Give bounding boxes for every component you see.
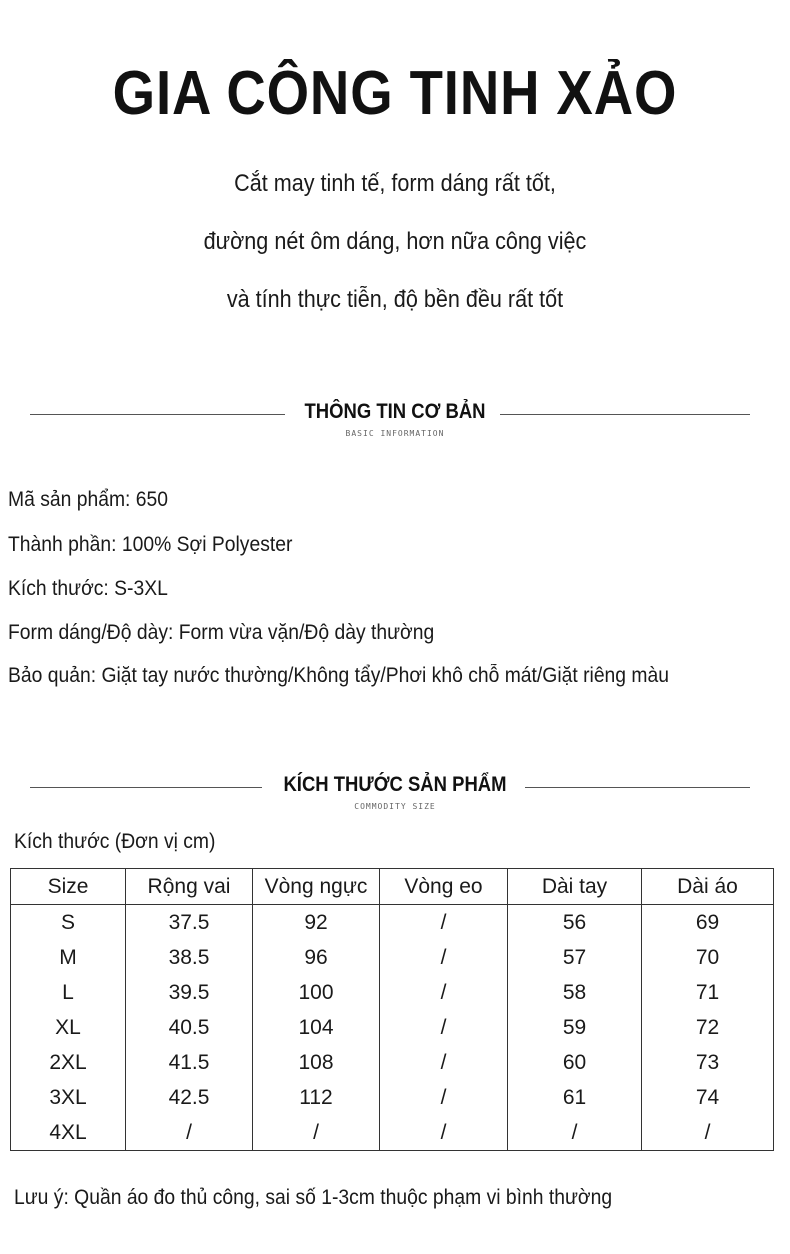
table-cell: L [11, 975, 126, 1010]
table-cell: 70 [642, 940, 774, 975]
table-cell: / [642, 1115, 774, 1151]
info-care: Bảo quản: Giặt tay nước thường/Không tẩy/Phơi khô chỗ mát/Giặt riêng màu [8, 664, 670, 687]
table-cell: 38.5 [126, 940, 253, 975]
table-cell: 60 [508, 1045, 642, 1080]
table-cell: 56 [508, 905, 642, 941]
table-row [11, 905, 774, 941]
table-cell: 4XL [11, 1115, 126, 1151]
table-cell: 39.5 [126, 975, 253, 1010]
table-cell: / [380, 975, 508, 1010]
basic-info-subtitle: BASIC INFORMATION [345, 429, 445, 438]
table-cell: 42.5 [126, 1080, 253, 1115]
hero-text-line-2: đường nét ôm dáng, hơn nữa công việc [203, 228, 587, 255]
table-cell: 73 [642, 1045, 774, 1080]
table-cell: 92 [253, 905, 380, 941]
table-cell: / [508, 1115, 642, 1151]
info-product-code: Mã sản phẩm: 650 [8, 488, 169, 511]
table-cell: 71 [642, 975, 774, 1010]
table-cell: 2XL [11, 1045, 126, 1080]
table-cell: 37.5 [126, 905, 253, 941]
table-cell: M [11, 940, 126, 975]
page-title: GIA CÔNG TINH XẢO [112, 59, 678, 128]
table-row [11, 1115, 774, 1151]
table-cell: / [380, 1080, 508, 1115]
column-header-size: Size [11, 869, 126, 905]
basic-info-title: THÔNG TIN CƠ BẢN [304, 400, 486, 423]
table-cell: 100 [253, 975, 380, 1010]
table-cell: 61 [508, 1080, 642, 1115]
table-header-row [11, 869, 774, 905]
table-cell: S [11, 905, 126, 941]
info-material: Thành phần: 100% Sợi Polyester [8, 533, 293, 556]
size-table-caption: Kích thước (Đơn vị cm) [14, 830, 216, 853]
column-header-waist: Vòng eo [380, 869, 508, 905]
size-title: KÍCH THƯỚC SẢN PHẨM [283, 773, 507, 796]
table-row [11, 1080, 774, 1115]
table-row [11, 1010, 774, 1045]
table-cell: 69 [642, 905, 774, 941]
measurement-note: Lưu ý: Quần áo đo thủ công, sai số 1-3cm thuộc phạm vi bình thường [14, 1186, 613, 1209]
table-cell: 104 [253, 1010, 380, 1045]
size-header [0, 772, 790, 818]
table-cell: 108 [253, 1045, 380, 1080]
table-cell: / [380, 1115, 508, 1151]
table-cell: 40.5 [126, 1010, 253, 1045]
table-row [11, 975, 774, 1010]
table-cell: 96 [253, 940, 380, 975]
table-row [11, 1045, 774, 1080]
column-header-length: Dài áo [642, 869, 774, 905]
table-cell: 72 [642, 1010, 774, 1045]
table-cell: 57 [508, 940, 642, 975]
table-cell: 59 [508, 1010, 642, 1045]
table-cell: / [380, 1010, 508, 1045]
size-table [10, 868, 774, 1151]
info-fit-thickness: Form dáng/Độ dày: Form vừa vặn/Độ dày thường [8, 621, 435, 644]
column-header-shoulder: Rộng vai [126, 869, 253, 905]
table-cell: / [380, 1045, 508, 1080]
hero-text-line-1: Cắt may tinh tế, form dáng rất tốt, [234, 170, 556, 197]
table-cell: 74 [642, 1080, 774, 1115]
size-subtitle: COMMODITY SIZE [354, 802, 436, 811]
table-row [11, 940, 774, 975]
table-cell: / [380, 940, 508, 975]
table-cell: / [126, 1115, 253, 1151]
table-cell: XL [11, 1010, 126, 1045]
info-size-range: Kích thước: S-3XL [8, 577, 168, 600]
table-cell: 41.5 [126, 1045, 253, 1080]
table-cell: 112 [253, 1080, 380, 1115]
column-header-chest: Vòng ngực [253, 869, 380, 905]
table-cell: / [380, 905, 508, 941]
table-cell: 3XL [11, 1080, 126, 1115]
basic-info-header [0, 398, 790, 444]
column-header-sleeve: Dài tay [508, 869, 642, 905]
hero-text-line-3: và tính thực tiễn, độ bền đều rất tốt [226, 286, 564, 313]
table-cell: 58 [508, 975, 642, 1010]
table-cell: / [253, 1115, 380, 1151]
